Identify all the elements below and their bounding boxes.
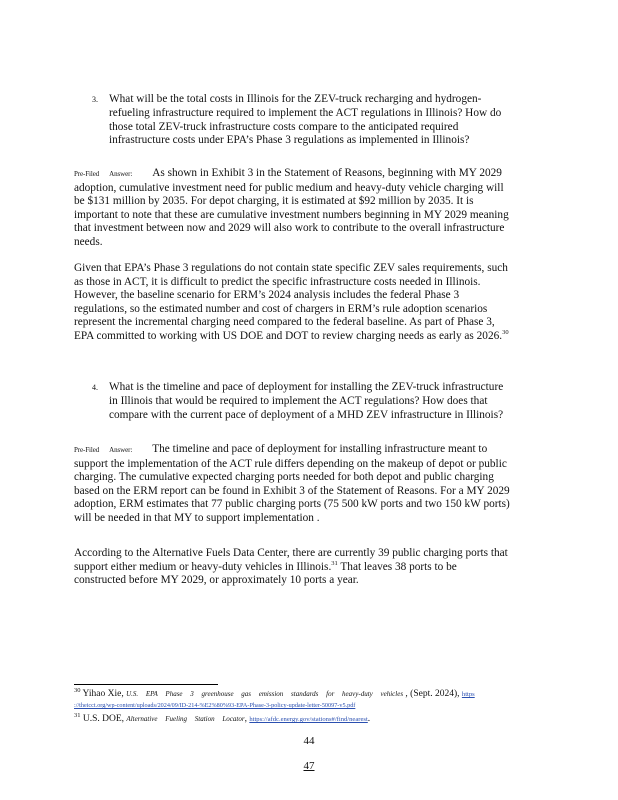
answer-text: According to the Alternative Fuels Data Center, there are currently 39 public charging ports that support either medium or heavy-duty vehicles in Illinois. — [74, 547, 508, 573]
footnote-number: 31 — [74, 711, 81, 719]
answer-label: Answer: — [109, 446, 133, 454]
footnote-30 — [74, 686, 544, 711]
footnote-title: Alternative Fueling Station Locator — [126, 715, 245, 723]
footnote-author: Yihao Xie, — [82, 689, 124, 699]
question-text: What is the timeline and pace of deployment for installing the ZEV-truck infrastructure in Illinois that would be required to implement the ACT regulations? How does that compare with the current pace of deployment of a MHD ZEV infrastructure in Illinois? — [109, 381, 504, 421]
footnote-31: $^{31}$ U.S. DOE, Alternative Fueling Station Locator, https://afdc.energy.gov/stations#/find/nearest. — [74, 711, 371, 724]
answer-text: As shown in Exhibit 3 in the Statement of Reasons, beginning with MY 2029 adoption, cumulative investment need for public medium and heavy-duty vehicle charging will be $131 million by 2035. For depot charging, it is estimated at $92 million by 2035. It is important to note that these are cumulative investment numbers beginning in MY 2029 meaning that investment between now and 2029 will also work to contribute to the overall infrastructure needs. — [74, 167, 509, 248]
footnote-link[interactable]: https://afdc.energy.gov/stations#/find/nearest — [249, 716, 368, 723]
answer-text: The timeline and pace of deployment for installing infrastructure meant to support the implementation of the ACT rule differs depending on the makeup of depot or public charging. The cumulative expected charging ports needed for both depot and public charging based on the ERM report can be found in Exhibit 3 of the Statement of Reasons. For a MY 2029 adoption, ERM estimates that 77 public charging ports (75 500 kW ports and two 150 kW ports) will be needed in that MY to support implementation . — [74, 443, 510, 524]
footnote-ref-30[interactable]: 30 — [502, 329, 509, 337]
answer-text: That leaves 38 ports to be constructed before MY 2029, or approximately 10 ports a year. — [74, 560, 457, 587]
answer-3-paragraph-1 — [74, 167, 510, 250]
prefiled-label: Pre-Filed — [74, 446, 100, 454]
question-text: What will be the total costs in Illinois for the ZEV-truck recharging and hydrogen-refueling infrastructure required to implement the ACT regulations in Illinois? How do those total ZEV-truck infrastructure costs compare to the anticipated required infrastructure costs under EPA’s Phase 3 regulations as implemented in Illinois? — [109, 93, 502, 147]
footnote-author: U.S. DOE, — [82, 714, 125, 724]
answer-4-paragraph-2 — [74, 547, 510, 588]
footnote-link-continued[interactable]: ://theicct.org/wp-content/uploads/2024/09/ID-214-%E2%80%93-EPA-Phase-3-policy-update-letter-50097-v5.pdf — [74, 702, 356, 709]
page-number-secondary: 47 — [303, 760, 315, 772]
answer-text: Given that EPA’s Phase 3 regulations do not contain state specific ZEV sales requirements, such as those in ACT, it is difficult to predict the specific infrastructure costs needed in Illinois. However, the baseline scenario for ERM’s 2024 analysis includes the federal Phase 3 regulations, so the estimated number and cost of chargers in ERM’s rule adoption scenarios represent the incremental charging need compared to the federal baseline. As part of Phase 3, EPA committed to working with US DOE and DOT to review charging needs as early as 2026. — [74, 262, 508, 342]
footnote-number: 30 — [74, 686, 81, 694]
answer-4-paragraph-1 — [74, 443, 510, 526]
question-number: 3. — [92, 95, 98, 104]
question-3 — [92, 93, 512, 148]
footnote-divider — [74, 684, 218, 685]
answer-3-paragraph-2 — [74, 262, 510, 344]
footnote-title: U.S. EPA Phase 3 greenhouse gas emission standards for heavy-duty vehicles — [126, 690, 404, 698]
footnote-link[interactable]: https — [461, 691, 475, 698]
question-number: 4. — [92, 383, 98, 392]
footnote-date: , (Sept. 2024), — [405, 689, 460, 699]
prefiled-label: Pre-Filed — [74, 170, 100, 178]
footnote-ref-31[interactable]: 31 — [331, 559, 338, 567]
question-4 — [92, 381, 512, 422]
page-number: 44 — [303, 735, 315, 747]
answer-label: Answer: — [109, 170, 133, 178]
